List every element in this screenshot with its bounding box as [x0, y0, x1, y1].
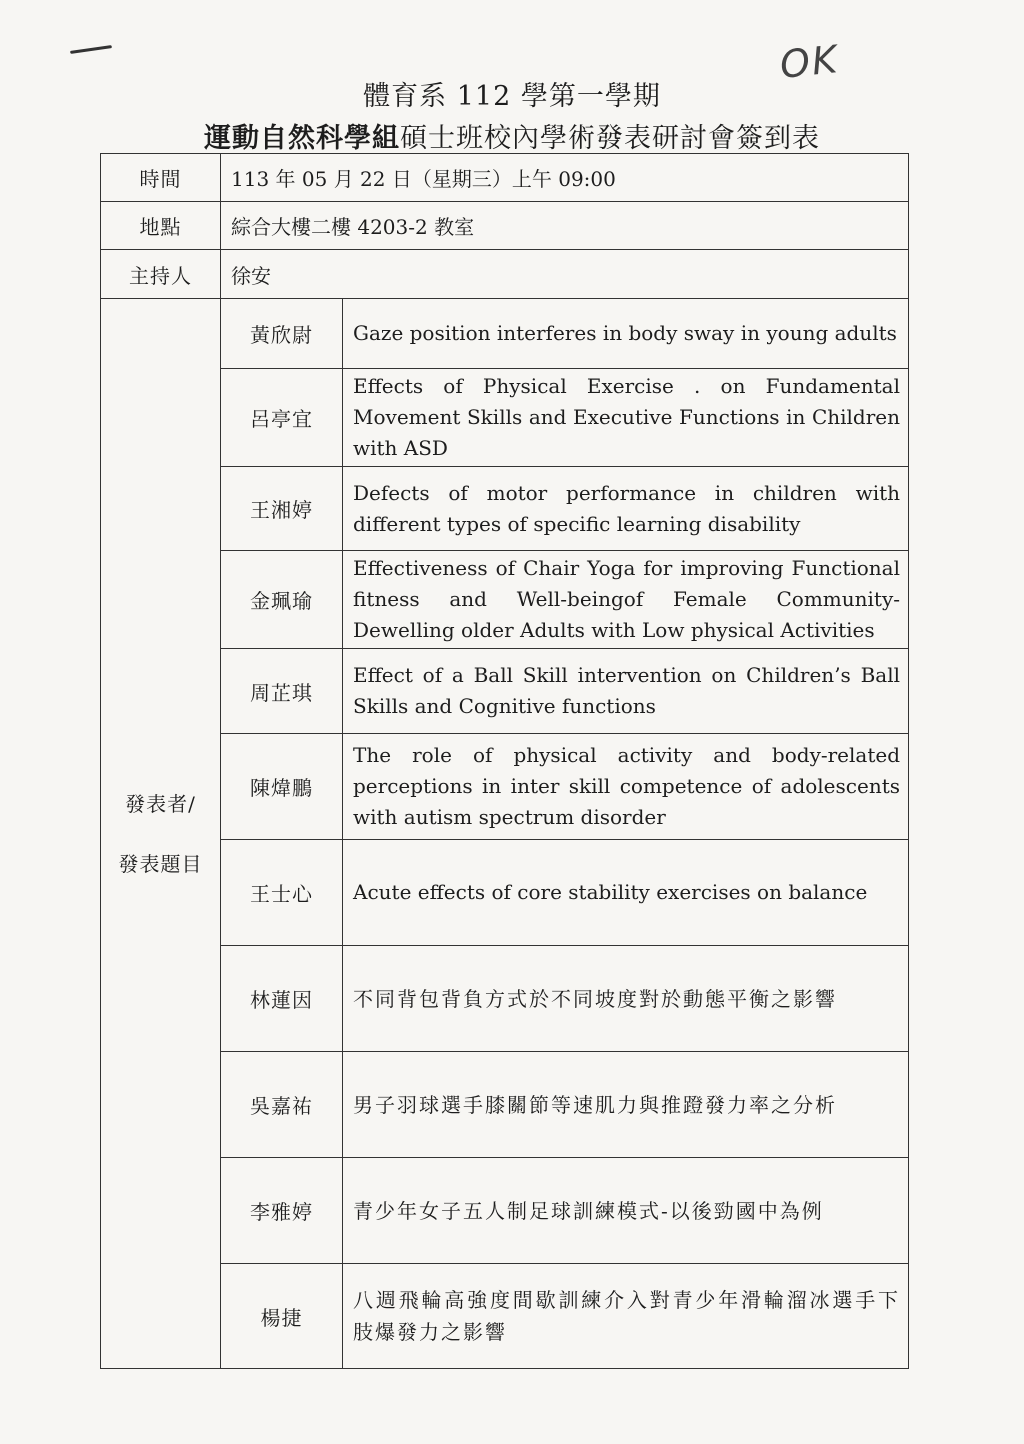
- presentation-row: [101, 467, 909, 551]
- presentation-row: [101, 299, 909, 369]
- presentation-row: [101, 734, 909, 840]
- host-label: 主持人: [101, 250, 221, 299]
- presentation-row: [101, 1052, 909, 1158]
- presentation-topic: 男子羽球選手膝關節等速肌力與推蹬發力率之分析: [343, 1052, 909, 1158]
- presenter-name: 王湘婷: [221, 467, 343, 551]
- time-row: [101, 154, 909, 202]
- place-label: 地點: [101, 202, 221, 250]
- presentation-row: [101, 369, 909, 467]
- presenter-name: 黃欣尉: [221, 299, 343, 369]
- presenter-name: 吳嘉祐: [221, 1052, 343, 1158]
- presentation-topic: Effects of Physical Exercise . on Fundamental Movement Skills and Executive Functions in Children with ASD: [343, 369, 909, 467]
- presentation-topic: 不同背包背負方式於不同坡度對於動態平衡之影響: [343, 946, 909, 1052]
- host-value: 徐安: [221, 250, 909, 299]
- presentation-topic: 八週飛輪高強度間歇訓練介入對青少年滑輪溜冰選手下肢爆發力之影響: [343, 1264, 909, 1369]
- handwritten-ok-mark: OK: [777, 37, 841, 87]
- presenter-name: 楊捷: [221, 1264, 343, 1369]
- presentation-row: [101, 1264, 909, 1369]
- presentation-topic: Gaze position interferes in body sway in young adults: [343, 299, 909, 369]
- presenter-name: 李雅婷: [221, 1158, 343, 1264]
- presenter-name: 王士心: [221, 840, 343, 946]
- presentation-topic: 青少年女子五人制足球訓練模式-以後勁國中為例: [343, 1158, 909, 1264]
- document-title-line2: [0, 116, 1024, 155]
- presentation-topic: Effect of a Ball Skill intervention on Children’s Ball Skills and Cognitive functions: [343, 649, 909, 734]
- presentation-row: [101, 840, 909, 946]
- pen-stroke-mark: [70, 45, 112, 54]
- presenter-name: 周芷琪: [221, 649, 343, 734]
- presentation-row: [101, 649, 909, 734]
- time-value: 113 年 05 月 22 日（星期三）上午 09:00: [221, 154, 909, 202]
- place-row: [101, 202, 909, 250]
- presenter-name: 林蓮因: [221, 946, 343, 1052]
- presenters-label-line1: 發表者/: [125, 791, 196, 816]
- presenter-name: 呂亭宜: [221, 369, 343, 467]
- presentation-row: [101, 1158, 909, 1264]
- time-label: 時間: [101, 154, 221, 202]
- presentation-topic: Effectiveness of Chair Yoga for improving Functional fitness and Well-beingof Female Community-Dewelling older Adults with Low physical Activities: [343, 551, 909, 649]
- presentation-topic: The role of physical activity and body-related perceptions in inter skill competence of adolescents with autism spectrum disorder: [343, 734, 909, 840]
- presentation-row: [101, 946, 909, 1052]
- presentation-row: [101, 551, 909, 649]
- document-title-group: 運動自然科學組: [204, 123, 400, 154]
- presenter-name: 陳煒鵬: [221, 734, 343, 840]
- document-title-line1: 體育系 112 學第一學期: [363, 81, 661, 112]
- presentation-topic: Acute effects of core stability exercises on balance: [343, 840, 909, 946]
- place-value: 綜合大樓二樓 4203-2 教室: [221, 202, 909, 250]
- presentation-topic: Defects of motor performance in children with different types of specific learning disability: [343, 467, 909, 551]
- host-row: [101, 250, 909, 299]
- document-title-event: 碩士班校內學術發表研討會簽到表: [400, 123, 820, 154]
- presenters-label: [101, 299, 221, 1369]
- presenter-name: 金珮瑜: [221, 551, 343, 649]
- presenters-label-line2: 發表題目: [118, 851, 203, 876]
- sign-in-table: [100, 153, 909, 1369]
